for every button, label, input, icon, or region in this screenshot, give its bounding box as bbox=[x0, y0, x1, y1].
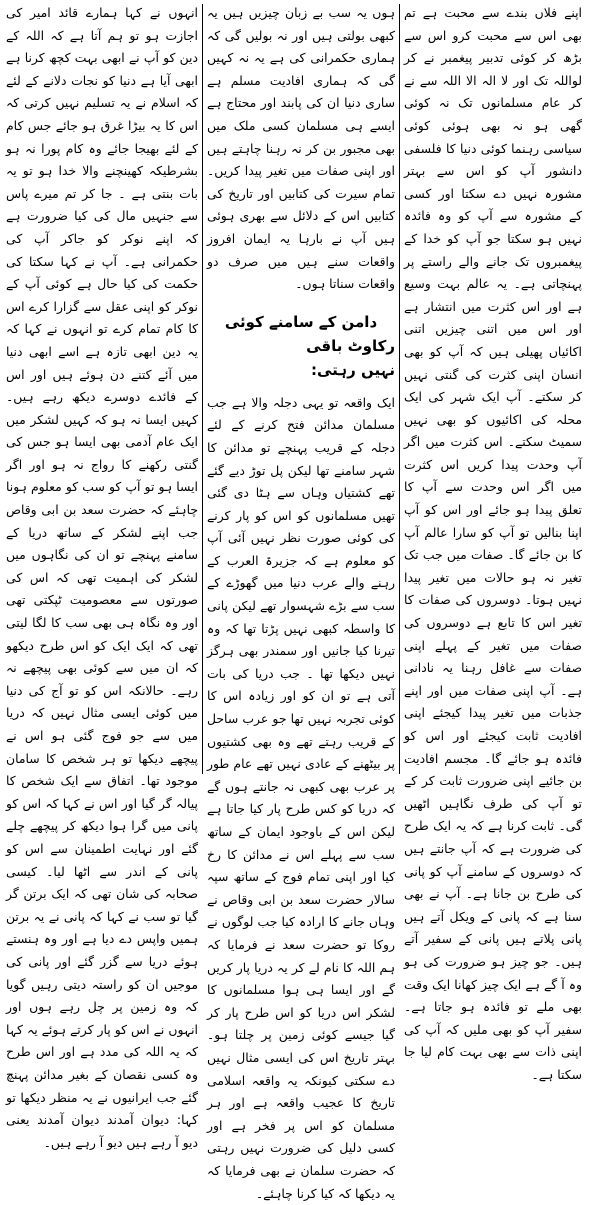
column-right-paragraph: اپنے فلاں بندے سے محبت ہے تم بھی اس سے محبت کرو اس سے بڑھ کر کوئی تدبیر پیغمبر نے کر لواللہ تک اور لا الہ الا اللہ سے نے کر عام مسلمانوں تک نہ کوئی گھی ہو نہ بھی ہوئی کوئی سیاسی رہنما کوئی دنیا کا فلسفی دانشور آپ کو اس سے بہتر مشورہ نہیں دے سکتا اور کسی کے مشورہ سے آپ کو وہ فائدہ نہیں ہو سکتا جو آپ کو خدا کے پیغمبروں تک جانے والے راستے پر پہنچاتی ہے۔ یہ عالم بہت وسیع ہے اور اس کثرت میں انتشار ہے اور اس میں اتنی چیزیں اتنی اکائیاں پھیلی ہیں کہ آپ کو بھی انسان اپنی کثرت کی گنتی نہیں کر سکتے۔ آپ ایک شہر کی ایک محلہ کی اکائیوں کو بھی نہیں سمیٹ سکتے۔ اس کثرت میں اگر آپ وحدت پیدا کریں اس کثرت میں اگر اس وحدت سے آپ کا تعلق پیدا ہو جائے اور اس کو آپ اپنا بنالیں تو آپ کو سارا عالم آپ کا بن جائے گا۔ صفات میں جب تک تغیر نہ ہو حالات میں تغیر پیدا نہیں ہوتا۔ دوسروں کی صفات کا تغیر اس کا تابع ہے دوسروں کی صفات میں تغیر کے پہلے اپنی صفات سے غافل رہنا یہ نادانی ہے۔ آپ اپنی صفات میں اور اپنے جذبات میں تغیر پیدا کیجئے اپنی افادیت ثابت کیجئے اور اس کو فائدہ ہو جائے گا۔ مجسم افادیت بن جائیے اپنی ضرورت ثابت کر کے تو آپ کی طرف نگاہیں اٹھیں گی۔ ثابت کرنا ہے کہ یہ ایک طرح کی ضرورت ہے کہ آپ جانتے ہیں کہ دوسروں کے سامنے آپ کو پانی کی طرح بن جانا ہے۔ آپ نے بھی سنا ہے کہ پانی کے ویکل آتے ہیں پانی پلاتے ہیں پانی کے سفیر آتے ہیں۔ جو چیز ہو ضرورت کی ہو وہ آ گے ہے ایک چیز کھانا ایک وقت بھی ملے تو فائدہ ہو جاتا ہے۔ سفیر آپ کو بھی ملیں کہ آپ کی اپنی ذات سے بھی بہت کام لیا جا سکتا ہے۔ bbox=[404, 5, 582, 1082]
column-middle-paragraph-1: ہوں یہ سب بے زبان چیزیں ہیں یہ کبھی بولتی ہیں اور نہ بولیں گی کہ ہماری حکمرانی کی ہے یہ نہ کہیں گی کہ ہماری افادیت مسلم ہے ساری دنیا ان کی پابند اور محتاج ہے ایسے ہی مسلمان کسی ملک میں بھی مجبور بن کر نہ رہنا چاہتے ہیں اور اپنی صفات میں تغیر پیدا کریں۔ تمام سیرت کی کتابیں اور تاریخ کی کتابیں اس کے دلائل سے بھری ہوئی ہیں آپ نے بارہا یہ ایمان افروز واقعات سنے ہیں میں صرف دو واقعات سناتا ہوں۔ bbox=[207, 5, 395, 292]
text-column-right bbox=[400, 2, 586, 1082]
text-column-middle bbox=[203, 2, 399, 1201]
column-left-paragraph: انہوں نے کہا ہمارے قائد امیر کی اجازت ہو تو ہم آتا ہے کہ اللہ کے دین کو آپ نے ابھی بہت کچھ کرنا ہے ابھی آیا ہے دنیا کو نجات دلانے کے لئے کہ اسلام نے یہ تسلیم نہیں کرتی کہ اس کا یہ بیڑا غرق ہو جائے جس کام کے لئے بھیجا جائے وہ کام پورا نہ ہو بشرطیکہ کھینچنے والا خدا ہو تو یہ بات بنتی ہے ۔ جا کر تم میرے پاس سے جنہیں مال کی کیا ضرورت ہے کہ اپنے نوکر کو جاکر آپ کی حکمرانی ہے۔ آپ نے کہا سکتا کی حکمت کی کیا حال ہے کوئی آپ کے نوکر کو اپنی عقل سے گزارا کرے اس کا کام تمام کرے تو انہوں نے کہا کہ یہ دین ابھی تازہ ہے اسے ابھی دنیا میں آئے کتنے دن ہوئے ہیں اور اس کے فائدے دوسرے دیکھ رہے ہیں۔ کہیں ایسا نہ ہو کہ کہیں لشکر میں ایک عام آدمی بھی ایسا ہو جس کی گنتی رکھنے کا رواج نہ ہو اور اگر ایسا ہو تو آپ کو سب کو معلوم ہونا چاہئے کہ حضرت سعد بن ابی وقاص جب اپنے لشکر کے ساتھ دریا کے سامنے پہنچے تو ان کی نگاہوں میں لشکر کی اہمیت تھی کہ اس کی صورتوں سے معصومیت ٹپکتی تھی اور وہ نگاہ ہی بھی سب کا لگا لیتی تھی کہ ایک ایک کو اس طرح دیکھو کہ ان میں سے کوئی بھی پیچھے نہ رہے۔ حالانکہ اس کو تو آج کی دنیا میں کوئی ایسی مثال نہیں کہ دریا میں سے جو فوج گئی ہو اس نے پیچھے دیکھا تو ہر شخص کا سامان موجود تھا۔ اتفاق سے ایک شخص کا پیالہ گر گیا اور اس نے کہا کہ اس کو پانی میں گرا ہوا دیکھ کر پیچھے چلے گئے اور نہایت اطمینان سے اس کو پانی کے اندر سے اٹھا لیا۔ کیسی صحابہ کی شان تھی کہ ایک برتن گر گیا تو سب نے کہا کہ پانی نے یہ برتن ہمیں واپس دے دیا ہے اور وہ ہنستے ہوئے دریا سے گزر گئے اور پانی کی موجیں ان کو راستہ دیتی رہیں گویا کہ وہ زمین پر چل رہے ہوں اور انہوں نے اس کو پار کرتے ہوئے یہ کہا کہ یہ اللہ کی مدد ہے اور اس طرح وہ کسی نقصان کے بغیر مدائن پہنچ گئے جب ایرانیوں نے یہ منظر دیکھا تو کہا: دیوان آمدند دیوان آمدند یعنی دیو آ رہے ہیں دیو آ رہے ہیں۔ bbox=[6, 5, 198, 1150]
text-column-left bbox=[2, 2, 202, 1150]
column-middle-paragraph-2: ایک واقعہ تو یہی دجلہ والا ہے جب مسلمان مدائن فتح کرنے کے لئے دجلہ کے قریب پہنچے تو مدائن کا شہر سامنے تھا لیکن پل توڑ دیے گئے تھے کشتیاں وہاں سے ہٹا دی گئی تھیں مسلمانوں کو اس کو پار کرنے کی کوئی صورت نظر نہیں آئی آپ کو معلوم ہے کہ جزیرۃ العرب کے رہنے والے عرب دنیا میں گھوڑے کے سب سے بڑے شہسوار تھے لیکن پانی کا واسطہ کبھی نہیں پڑتا تھا کہ وہ تیرنا کیا جانیں اور سمندر بھی ہرگز نہیں دیکھا تھا ۔ جب دریا کی بات آتی ہے تو ان کو اور زیادہ اس کا کوئی تجربہ نہیں تھا جو عرب ساحل کے قریب رہتے تھے وہ بھی کشتیوں پر بیٹھنے کے عادی نہیں تھے عام طور پر عرب بھی کبھی نہ جانتے ہوں گے کہ دریا کو کس طرح پار کیا جاتا ہے لیکن اس کے باوجود ایمان کے ساتھ سب سے پہلے اس نے مدائن کا رخ کیا اور اپنی تمام فوج کے ساتھ سپہ سالار حضرت سعد بن ابی وقاص نے وہاں جانے کا ارادہ کیا جب لوگوں نے روکا تو حضرت سعد نے فرمایا کہ ہم اللہ کا نام لے کر یہ دریا پار کریں گے اور ایسا ہی ہوا مسلمانوں کا لشکر اس دریا کو اس طرح پار کر گیا جیسے کوئی زمین پر چلتا ہو۔ بہتر تاریخ اس کی ایسی مثال نہیں دے سکتی کیونکہ یہ واقعہ اسلامی تاریخ کا عجیب واقعہ ہے اور ہر مسلمان کو اس پر فخر ہے اور کسی دلیل کی ضرورت نہیں رہتی کہ حضرت سلمان نے بھی فرمایا کہ یہ دیکھا کہ کیا کرنا چاہئے۔ bbox=[207, 394, 395, 1201]
section-heading: دامن کے سامنے کوئی رکاوٹ باقی نہیں رہتی: bbox=[224, 312, 395, 379]
